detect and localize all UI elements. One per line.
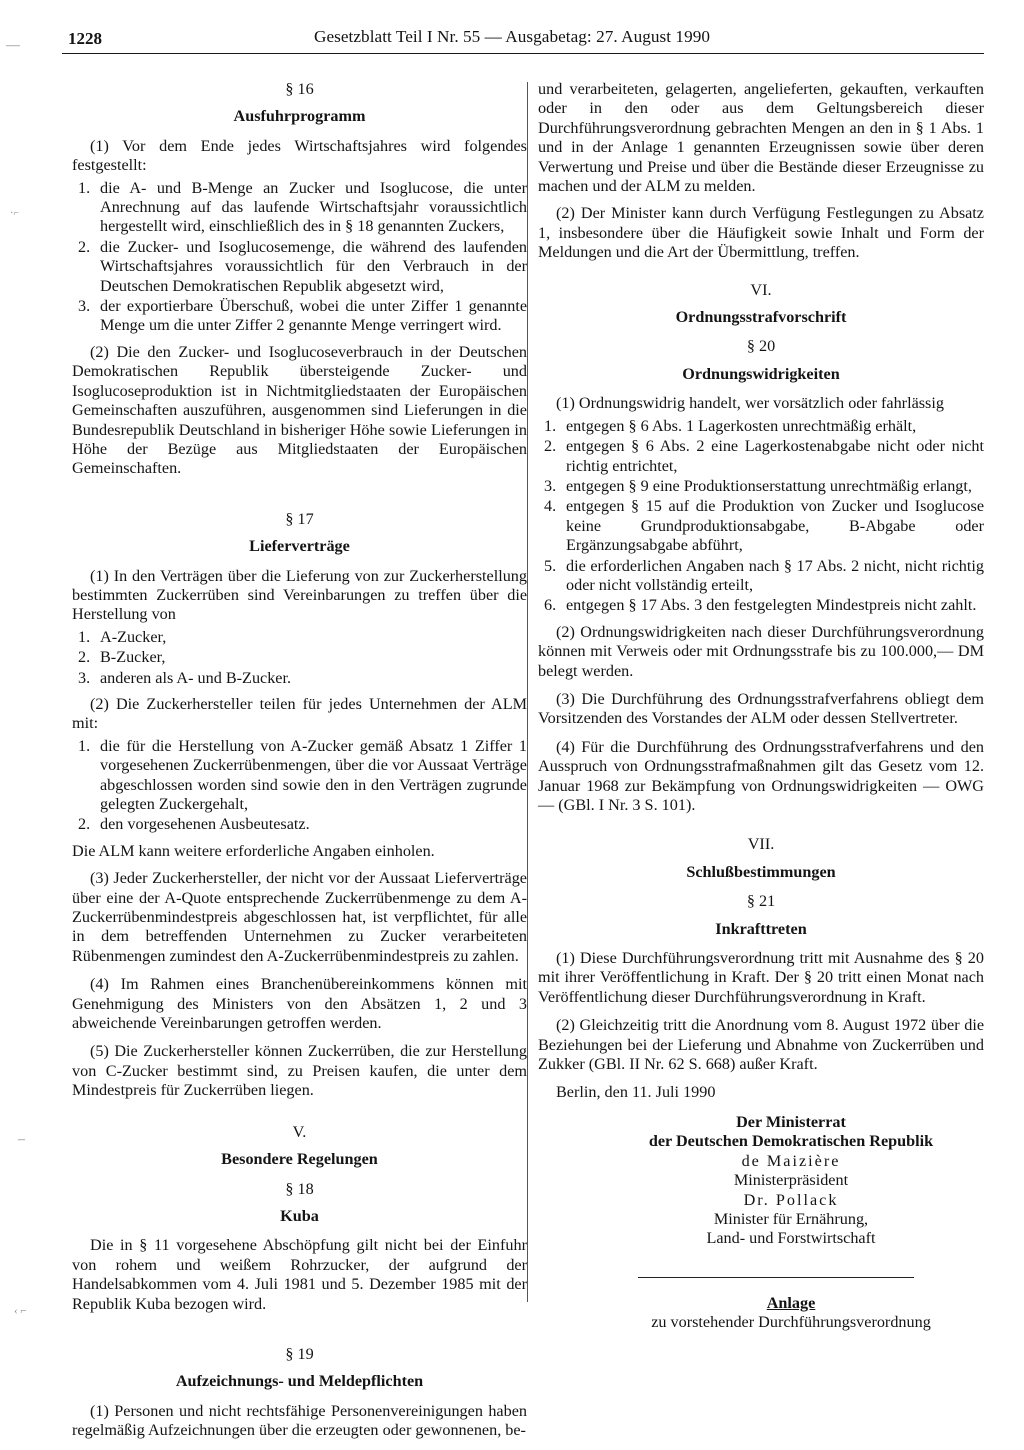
section-title-18: Kuba: [280, 1206, 319, 1225]
scan-mark: —: [6, 38, 20, 53]
s20-list: [538, 417, 984, 616]
signatory-role-2-line-2: Land- und Forstwirtschaft: [706, 1229, 876, 1248]
scan-mark: ‹ ⌐: [14, 1305, 27, 1317]
section-number-20: § 20: [746, 337, 776, 356]
list-item: 1. die A- und B-Menge an Zucker und Isoglucose, die unter Anrechnung auf das laufende Wirtschaftsjahr voraussichtlich hergestellt wird, einschließlich des in § 18 genannten Zuckers,: [78, 178, 527, 236]
section-number-17: § 17: [285, 509, 314, 528]
scan-mark: –: [18, 1132, 25, 1147]
s17-paragraph-4: (4) Im Rahmen eines Branchenübereinkommens können mit Genehmigung des Ministers von den Absätzen 1, 2 und 3 abweichende Vereinbarungen getroffen werden.: [72, 975, 527, 1033]
s20-paragraph-2: (2) Ordnungswidrigkeiten nach dieser Durchführungsverordnung können mit Verweis oder mit Ordnungsstrafe bis zu 100.000,— DM belegt werden.: [538, 622, 984, 680]
list-item: 3. der exportierbare Überschuß, wobei die unter Ziffer 1 genannte Menge um die unter Ziffer 2 genannte Menge verringert wird.: [78, 297, 527, 335]
left-column: [72, 80, 527, 1450]
section-number-18: § 18: [285, 1179, 314, 1198]
page-header: [62, 27, 984, 53]
signatory-name-2: Dr. Pollack: [743, 1190, 839, 1209]
part-vi-numeral: VI.: [750, 280, 772, 299]
right-column: [538, 80, 984, 1333]
s16-list: [72, 179, 527, 336]
list-item: 1. A-Zucker,: [78, 627, 167, 646]
s21-paragraph-1: (1) Diese Durchführungsverordnung tritt mit Ausnahme des § 20 mit ihrer Veröffentlichung in Kraft. Der § 20 tritt einen Monat nach Veröffentlichung dieser Durchführungsverordnung in Kraft.: [538, 949, 984, 1006]
annex-subtitle: zu vorstehender Durchführungsverordnung: [651, 1313, 931, 1332]
section-number-16: § 16: [285, 80, 314, 98]
part-v-title: Besondere Regelungen: [221, 1150, 378, 1169]
s17-paragraph-2: (2) Die Zuckerhersteller teilen für jedes Unternehmen der ALM mit:: [72, 694, 527, 733]
s19-paragraph-2: (2) Der Minister kann durch Verfügung Festlegungen zu Absatz 1, insbesondere über die Häufigkeit sowie Inhalt und Form der Meldungen und die Art der Übermittlung, treffen.: [538, 204, 984, 262]
page-number: 1228: [68, 29, 102, 48]
signatory-role-2-line-1: Minister für Ernährung,: [713, 1209, 869, 1228]
part-vii-title: Schlußbestimmungen: [686, 862, 836, 881]
column-divider: [527, 82, 528, 1302]
s20-paragraph-1: (1) Ordnungswidrig handelt, wer vorsätzlich oder fahrlässig: [556, 394, 944, 413]
s21-paragraph-2: (2) Gleichzeitig tritt die Anordnung vom 8. August 1972 über die Beziehungen bei der Lieferung und Abnahme von Zuckerrüben und Zukker (GBl. II Nr. 62 S. 668) außer Kraft.: [538, 1016, 984, 1074]
signatory-body-line-1: Der Ministerrat: [736, 1112, 846, 1131]
annex-separator-rule: [638, 1277, 914, 1278]
section-title-16: Ausfuhrprogramm: [233, 107, 366, 126]
s16-paragraph-2: (2) Die den Zucker- und Isoglucoseverbrauch in der Deutschen Demokratischen Republik übersteigende Zucker- und Isoglucoseproduktion ist in Nichtmitgliedstaaten der Europäischen Gemeinschaften auszuführen, ausgenommen sind Lieferungen in die Bundesrepublik Deutschland in bisheriger Höhe sowie Lieferungen in Höhe der Bezüge aus Mitgliedstaaten der Europäischen Gemeinschaften.: [72, 342, 527, 478]
list-item: 2. die Zucker- und Isoglucosemenge, die während des laufenden Wirtschaftsjahres voraussichtlich für den Verbrauch in der Deutschen Demokratischen Republik abgesetzt wird,: [78, 237, 527, 295]
list-item: 1. entgegen § 6 Abs. 1 Lagerkosten unrechtmäßig erhält,: [544, 416, 917, 435]
section-title-21: Inkrafttreten: [715, 919, 807, 938]
signatory-name-1: de Maizière: [741, 1151, 841, 1170]
s17-paragraph-1: (1) In den Verträgen über die Lieferung von zur Zuckerherstellung bestimmten Zuckerrüben sind Vereinbarungen zu treffen über die Herstellung von: [72, 566, 527, 624]
signature-block: [598, 1113, 984, 1249]
section-title-17: Lieferverträge: [249, 537, 350, 556]
scan-mark: ·⌐: [10, 208, 19, 219]
section-number-21: § 21: [746, 892, 776, 911]
place-and-date: Berlin, den 11. Juli 1990: [556, 1083, 716, 1102]
list-item: 2. den vorgesehenen Ausbeutesatz.: [78, 815, 310, 834]
section-title-19: Aufzeichnungs- und Meldepflichten: [175, 1372, 424, 1391]
s20-paragraph-3: (3) Die Durchführung des Ordnungsstrafverfahrens obliegt dem Vorsitzenden des Vorstandes der ALM oder dessen Stellvertreter.: [538, 689, 984, 728]
signatory-body-line-2: der Deutschen Demokratischen Republik: [648, 1132, 934, 1151]
list-item: 2. entgegen § 6 Abs. 2 eine Lagerkostenabgabe nicht oder nicht richtig entrichtet,: [544, 437, 984, 475]
section-title-20: Ordnungswidrigkeiten: [682, 364, 840, 383]
s19-paragraph-1: (1) Personen und nicht rechtsfähige Personenvereinigungen haben regelmäßig Aufzeichnungen über die erzeugten oder gewonnenen, be-: [72, 1401, 527, 1440]
list-item: 1. die für die Herstellung von A-Zucker gemäß Absatz 1 Ziffer 1 vorgesehenen Zuckerrübenmengen, über die vor Aussaat Verträge abgeschlossen worden sind sowie den in den Verträgen zugrunde gelegten Zuckergehalt,: [78, 736, 527, 813]
s20-paragraph-4: (4) Für die Durchführung des Ordnungsstrafverfahrens und den Ausspruch von Ordnungsstrafmaßnahmen gilt das Gesetz vom 12. Januar 1968 zur Bekämpfung von Ordnungswidrigkeiten — OWG — (GBl. I Nr. 3 S. 101).: [538, 737, 984, 814]
list-item: 3. anderen als A- und B-Zucker.: [78, 668, 292, 687]
s17-list-1: [72, 628, 527, 688]
s17-list-2: [72, 737, 527, 835]
list-item: 3. entgegen § 9 eine Produktionserstattung unrechtmäßig erlangt,: [544, 476, 972, 495]
part-vi-title: Ordnungsstrafvorschrift: [675, 308, 847, 327]
s18-paragraph-1: Die in § 11 vorgesehene Abschöpfung gilt nicht bei der Einfuhr von rohem und weißem Rohrzucker, der aufgrund der Handelsabkommen vom 4. Juli 1981 und 5. Dezember 1985 mit der Republik Kuba bezogen wird.: [72, 1236, 527, 1313]
part-vii-numeral: VII.: [747, 835, 775, 854]
list-item: 2. B-Zucker,: [78, 648, 166, 667]
annex-title: Anlage: [766, 1293, 816, 1312]
list-item: 6. entgegen § 17 Abs. 3 den festgelegten Mindestpreis nicht zahlt.: [544, 596, 977, 615]
header-rule: [62, 53, 984, 54]
section-number-19: § 19: [285, 1344, 314, 1363]
signatory-role-1: Ministerpräsident: [733, 1171, 849, 1190]
s17-paragraph-2-tail: Die ALM kann weitere erforderliche Angaben einholen.: [72, 841, 435, 860]
s17-paragraph-5: (5) Die Zuckerhersteller können Zuckerrüben, die zur Herstellung von C-Zucker bestimmt sind, zu Preisen kaufen, die unter dem Mindestpreis für Zuckerrüben liegen.: [72, 1042, 527, 1100]
list-item: 5. die erforderlichen Angaben nach § 17 Abs. 2 nicht, nicht richtig oder nicht vollständig erteilt,: [544, 556, 984, 594]
s17-paragraph-3: (3) Jeder Zuckerhersteller, der nicht vor der Aussaat Lieferverträge über eine der A-Quote entsprechende Zuckerrübenmenge zu dem A-Zuckerrübenmindestpreis abgeschlossen hat, ist verpflichtet, für alle in dem betreffenden Unternehmen zu Zucker verarbeiteten Rübenmengen zumindest den A-Zuckerrübenmindestpreis zu zahlen.: [72, 869, 527, 965]
running-head: Gesetzblatt Teil I Nr. 55 — Ausgabetag: 27. August 1990: [314, 27, 711, 46]
list-item: 4. entgegen § 15 auf die Produktion von Zucker und Isoglucose keine Grundproduktionsabgabe, B-Abgabe oder Ergänzungsabgabe abführt,: [544, 497, 984, 555]
part-v-numeral: V.: [292, 1122, 307, 1141]
s16-paragraph-1: (1) Vor dem Ende jedes Wirtschaftsjahres wird folgendes festgestellt:: [72, 136, 527, 175]
s19-paragraph-1-continued: und verarbeiteten, gelagerten, angelieferten, gekauften, verkauften oder in den oder aus dem Geltungsbereich dieser Durchführungsverordnung gebrachten Mengen an den in § 1 Abs. 1 und in der Anlage 1 genannten Erzeugnissen sowie über deren Verwertung und Preise und über die Bestände dieser Erzeugnisse zu machen und der ALM zu melden.: [538, 80, 984, 196]
